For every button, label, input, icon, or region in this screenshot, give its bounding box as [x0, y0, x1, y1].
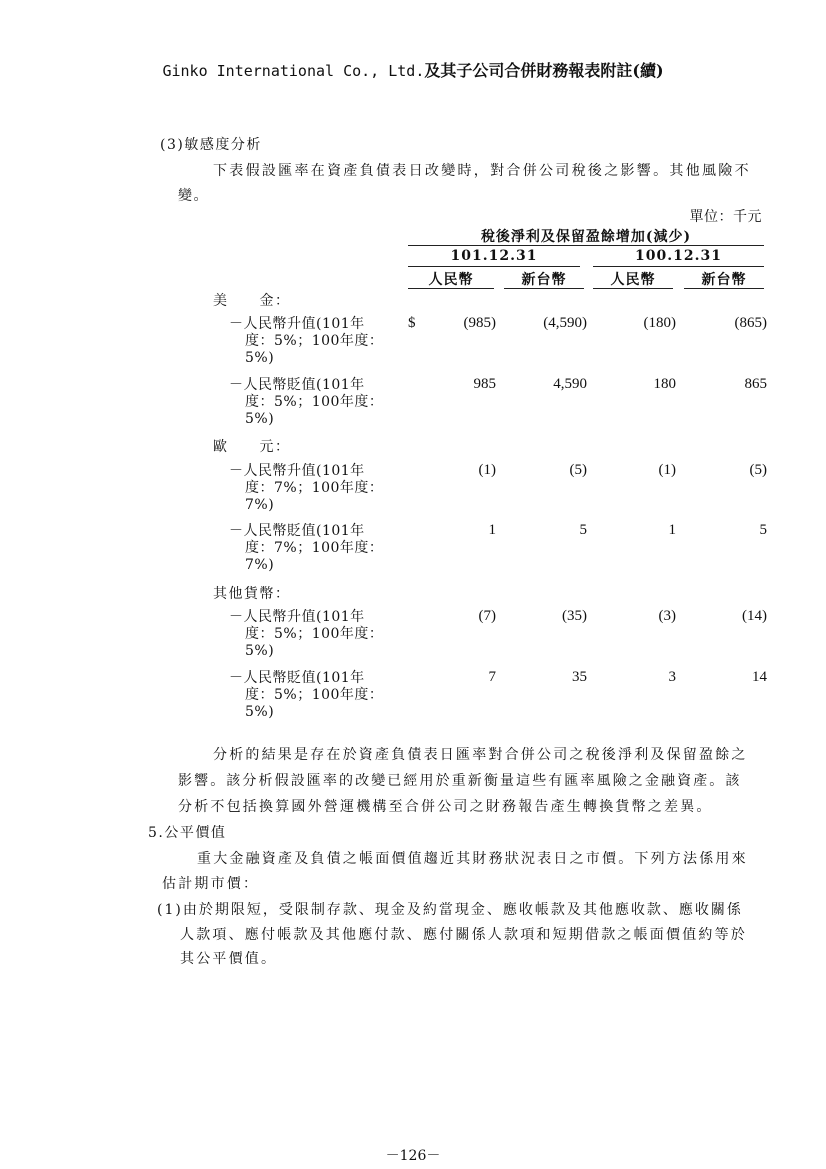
table-cell: (3)	[658, 608, 676, 624]
analysis-line2: 影響。該分析假設匯率的改變已經用於重新衡量這些有匯率風險之金融資產。該	[178, 773, 742, 789]
section5-intro-line2: 估計期市價：	[162, 876, 260, 892]
table-cell: (985)	[463, 315, 496, 331]
analysis-line3: 分析不包括換算國外營運機構至合併公司之財務報告產生轉換貨幣之差異。	[178, 799, 713, 815]
table-cell: (5)	[569, 462, 587, 478]
col-header-twd-101: 新台幣	[521, 272, 567, 288]
row-label: －人民幣升值(101年 度：7%；100年度： 7%)	[229, 463, 384, 513]
table-cell: (865)	[734, 315, 767, 331]
table-cell: 865	[744, 376, 767, 392]
table-cell: 1	[668, 522, 676, 538]
group-label-other: 其他貨幣：	[213, 586, 291, 602]
table-cell: 4,590	[553, 376, 587, 392]
col-rule-2	[504, 288, 584, 289]
row-label: －人民幣貶值(101年 度：5%；100年度： 5%)	[229, 377, 384, 427]
section5-item1-line2: 人款項、應付帳款及其他應付款、應付關係人款項和短期借款之帳面價值約等於	[180, 927, 747, 943]
group-label-eur: 歐 元：	[213, 439, 291, 455]
row-label: －人民幣貶值(101年 度：5%；100年度： 5%)	[229, 670, 384, 720]
table-cell: 5	[759, 522, 767, 538]
table-cell: (14)	[742, 608, 767, 624]
table-cell: (7)	[478, 608, 496, 624]
section5-item1-line3: 其公平價值。	[180, 951, 278, 967]
table-cell: 985	[473, 376, 496, 392]
table-cell: (1)	[478, 462, 496, 478]
col-rule-1	[408, 288, 494, 289]
group-label-usd: 美 金：	[213, 293, 291, 309]
header-title: 及其子公司合併財務報表附註(續)	[424, 61, 664, 80]
period-header-101: 101.12.31	[450, 248, 538, 264]
table-cell: (180)	[643, 315, 676, 331]
row-label: －人民幣貶值(101年 度：7%；100年度： 7%)	[229, 523, 384, 573]
table-cell: 7	[488, 669, 496, 685]
currency-symbol: $	[408, 315, 416, 331]
table-cell: 5	[579, 522, 587, 538]
unit-label: 單位：千元	[689, 209, 762, 225]
page-header	[0, 58, 826, 81]
period-rule-100	[593, 266, 764, 267]
table-cell: 3	[668, 669, 676, 685]
section3-heading: (3)敏感度分析	[160, 137, 262, 153]
section5-intro-line1: 重大金融資產及負債之帳面價值趨近其財務狀況表日之市價。下列方法係用來	[197, 851, 748, 867]
table-cell: 35	[572, 669, 587, 685]
row-label: －人民幣升值(101年 度：5%；100年度： 5%)	[229, 316, 384, 366]
section5-heading: 5.公平價值	[148, 825, 227, 841]
table-cell: 14	[752, 669, 767, 685]
table-cell: (5)	[749, 462, 767, 478]
analysis-line1: 分析的結果是存在於資產負債表日匯率對合併公司之稅後淨利及保留盈餘之	[213, 747, 748, 763]
col-rule-4	[684, 288, 764, 289]
col-header-twd-100: 新台幣	[701, 272, 747, 288]
col-rule-3	[593, 288, 673, 289]
table-cell: (4,590)	[543, 315, 587, 331]
period-rule-101	[408, 266, 580, 267]
table-cell: 180	[653, 376, 676, 392]
table-cell: (1)	[658, 462, 676, 478]
page-number: －126－	[385, 1148, 441, 1164]
table-cell: 1	[488, 522, 496, 538]
table-main-header: 稅後淨利及保留盈餘增加(減少)	[480, 229, 692, 245]
col-header-rmb-100: 人民幣	[610, 272, 656, 288]
period-header-100: 100.12.31	[635, 248, 722, 264]
table-cell: (35)	[562, 608, 587, 624]
header-rule	[408, 245, 764, 246]
company-name: Ginko International Co., Ltd.	[162, 62, 425, 80]
col-header-rmb-101: 人民幣	[428, 272, 474, 288]
section3-intro-line2: 變。	[178, 188, 209, 204]
section5-item1-line1: (1)由於期限短，受限制存款、現金及約當現金、應收帳款及其他應收款、應收關係	[157, 902, 743, 918]
row-label: －人民幣升值(101年 度：5%；100年度： 5%)	[229, 609, 384, 659]
section3-intro-line1: 下表假設匯率在資產負債表日改變時，對合併公司稅後之影響。其他風險不	[213, 163, 751, 179]
